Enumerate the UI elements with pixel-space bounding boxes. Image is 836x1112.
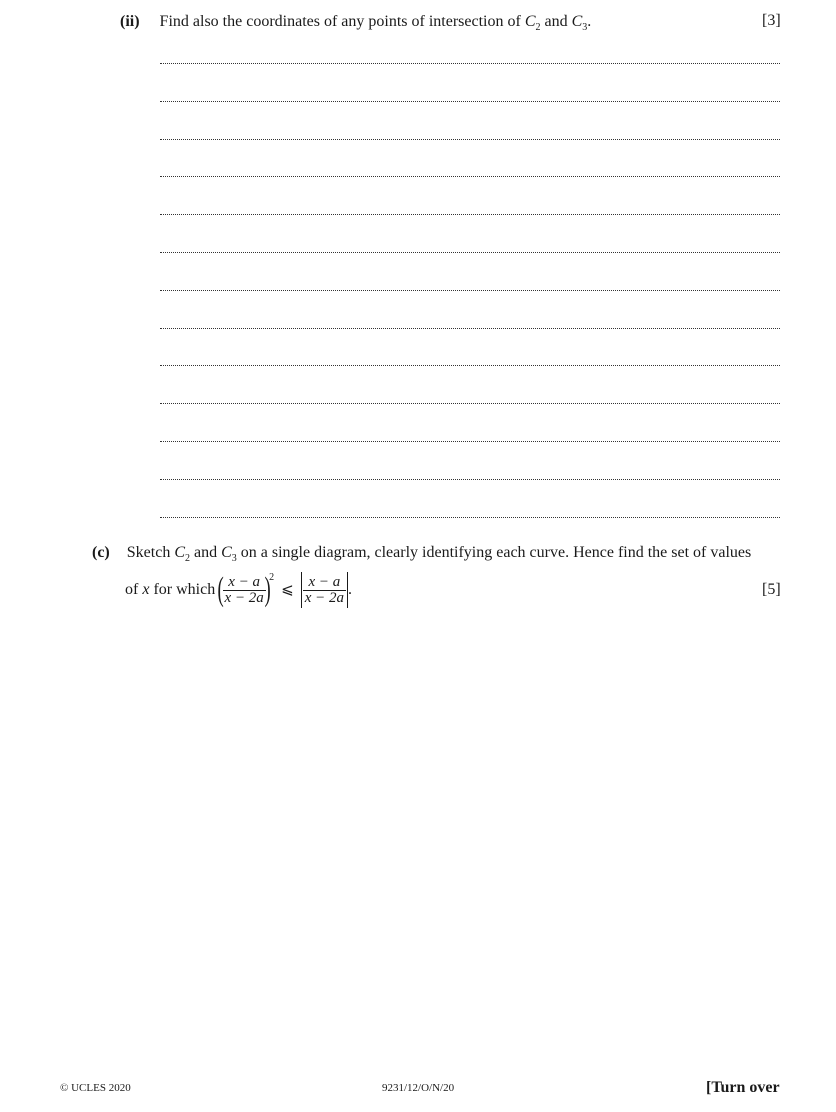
turn-over-label: [Turn over xyxy=(706,1079,780,1096)
answer-line[interactable] xyxy=(160,441,780,442)
fraction-numerator: x − a xyxy=(303,575,346,591)
question-c-text-start: Sketch xyxy=(126,544,175,561)
answer-line[interactable] xyxy=(160,101,780,102)
answer-line[interactable] xyxy=(160,139,780,140)
answer-line[interactable] xyxy=(160,328,780,329)
fraction-denominator: x − 2a xyxy=(224,589,264,606)
left-paren: ( xyxy=(217,571,224,609)
answer-line[interactable] xyxy=(160,290,780,291)
question-c-line2 xyxy=(125,572,352,608)
curve-c2-subscript: 2 xyxy=(184,553,190,564)
right-paren: ) xyxy=(264,571,271,609)
paper-code: 9231/12/O/N/20 xyxy=(382,1082,455,1094)
answer-line[interactable] xyxy=(160,517,780,518)
sentence-end: . xyxy=(587,13,592,30)
answer-line[interactable] xyxy=(160,365,780,366)
power-two: 2 xyxy=(269,572,275,583)
and-word: and xyxy=(540,13,572,30)
fraction-numerator: x − a xyxy=(223,575,266,591)
copyright-notice: © UCLES 2020 xyxy=(60,1082,131,1094)
question-c-line1 xyxy=(92,543,751,563)
fraction-abs xyxy=(303,575,346,606)
answer-line[interactable] xyxy=(160,252,780,253)
marks-ii: [3] xyxy=(762,12,781,29)
question-ii-label: (ii) xyxy=(120,13,140,30)
answer-line[interactable] xyxy=(160,176,780,177)
of-word: of xyxy=(125,581,143,598)
answer-line[interactable] xyxy=(160,63,780,64)
curve-c2-symbol: C xyxy=(524,13,536,30)
fraction-squared xyxy=(223,575,266,606)
curve-c2-symbol: C xyxy=(174,544,185,561)
sentence-end: . xyxy=(348,581,352,598)
curve-c3-symbol: C xyxy=(571,13,583,30)
absolute-value xyxy=(301,572,348,608)
curve-c3-subscript: 3 xyxy=(231,553,237,564)
question-c-label: (c) xyxy=(92,544,110,561)
answer-line[interactable] xyxy=(160,214,780,215)
less-or-equal-symbol: ⩽ xyxy=(281,582,294,599)
curve-c2-subscript: 2 xyxy=(535,22,541,33)
curve-c3-symbol: C xyxy=(221,544,232,561)
and-word: and xyxy=(189,544,222,561)
fraction-denominator: x − 2a xyxy=(304,590,344,607)
question-ii xyxy=(120,12,591,32)
for-which-text: for which xyxy=(149,581,220,598)
question-ii-text: Find also the coordinates of any points of intersection of xyxy=(159,13,525,30)
curve-c3-subscript: 3 xyxy=(582,22,588,33)
variable-x: x xyxy=(142,581,150,598)
marks-c: [5] xyxy=(762,581,781,598)
answer-line[interactable] xyxy=(160,403,780,404)
question-c-text-rest: on a single diagram, clearly identifying each curve. Hence find the set of values xyxy=(236,544,752,561)
answer-line[interactable] xyxy=(160,479,780,480)
